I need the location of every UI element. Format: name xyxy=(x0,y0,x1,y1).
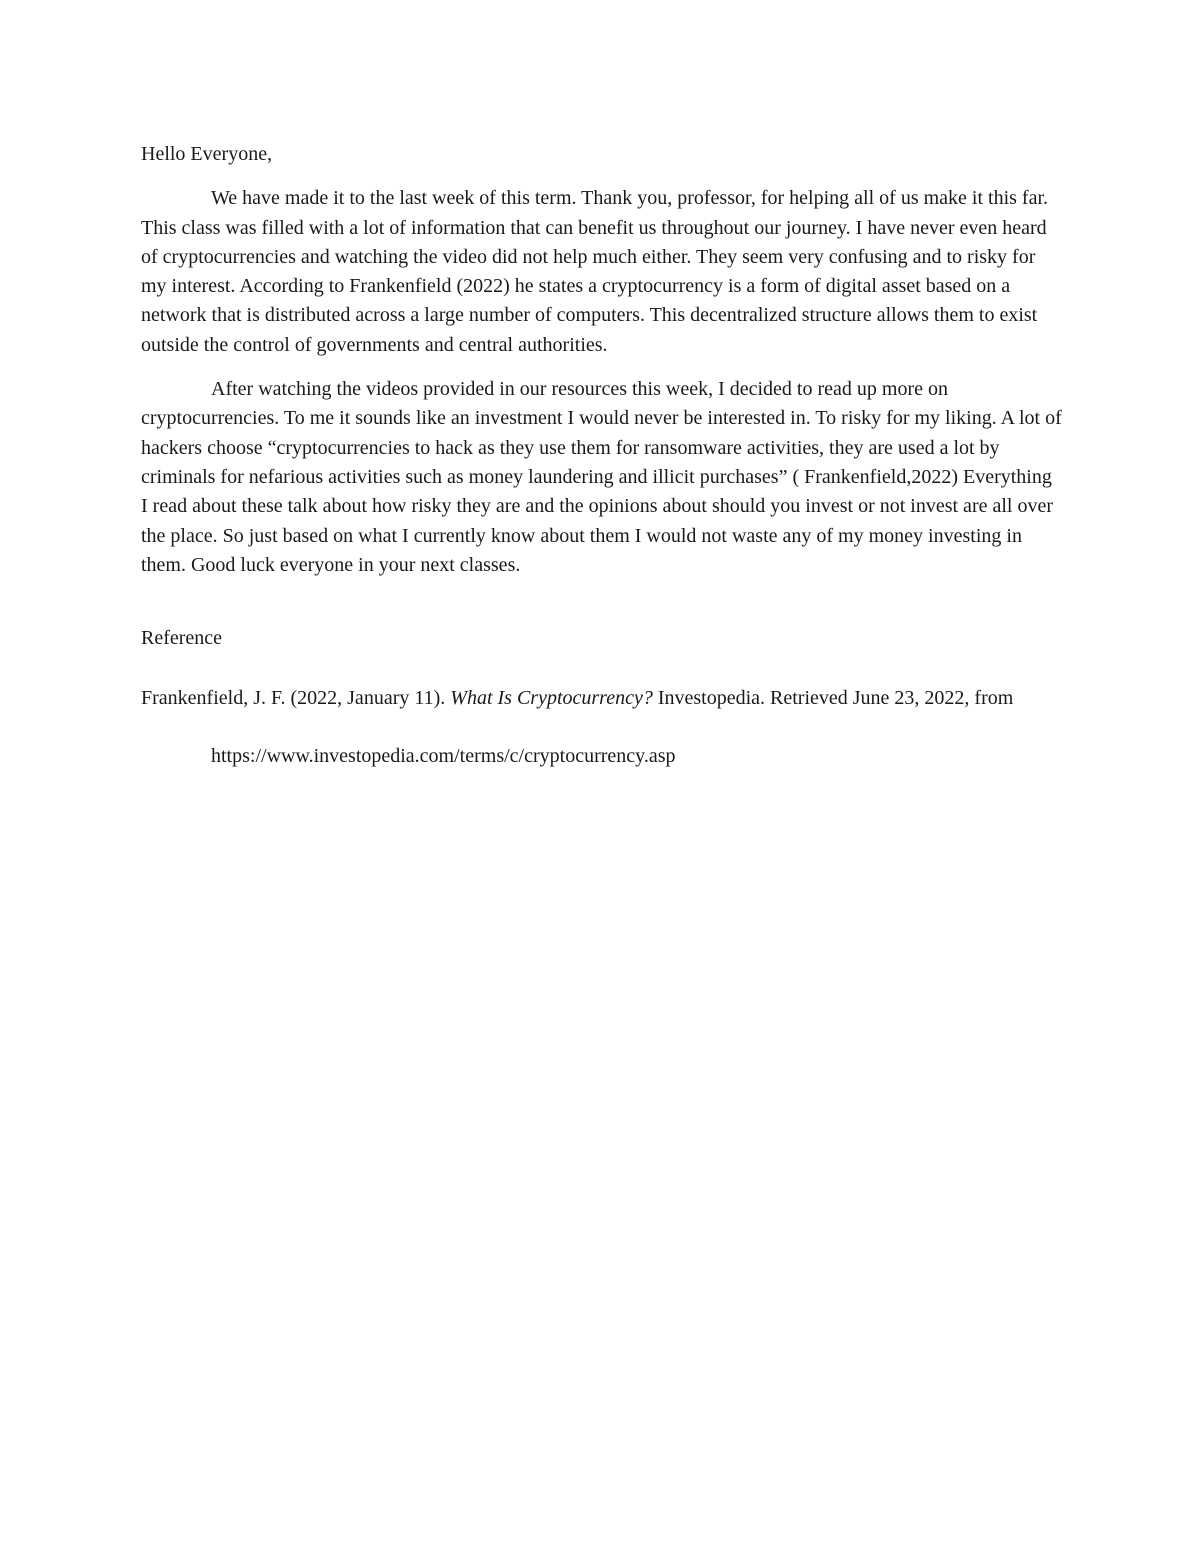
body-paragraph-1: We have made it to the last week of this term. Thank you, professor, for helping all of us make it this far. This class was filled with a lot of information that can benefit us throughout our journey. I have never even heard of cryptocurrencies and watching the video did not help much either. They seem very confusing and to risky for my interest. According to Frankenfield (2022) he states a cryptocurrency is a form of digital asset based on a network that is distributed across a large number of computers. This decentralized structure allows them to exist outside the control of governments and central authorities. xyxy=(141,187,1049,356)
reference-title: What Is Cryptocurrency? xyxy=(450,687,653,710)
reference-authors-date: Frankenfield, J. F. (2022, January 11). xyxy=(141,687,446,710)
body-paragraph-2: After watching the videos provided in our resources this week, I decided to read up more on cryptocurrencies. To me it sounds like an investment I would never be interested in. To risky for my liking. A lot of hackers choose “cryptocurrencies to hack as they use them for ransomware activities, they are used a lot by criminals for nefarious activities such as money laundering and illicit purchases” ( Frankenfield,2022) Everything I read about these talk about how risky they are and the opinions about should you invest or not invest are all over the place. So just based on what I currently know about them I would not waste any of my money investing in them. Good luck everyone in your next classes. xyxy=(141,378,1062,576)
document-body xyxy=(141,140,1063,785)
reference-entry xyxy=(141,669,1063,785)
reference-retrieval: Investopedia. Retrieved June 23, 2022, from https://www.investopedia.com/terms/c/cryptocurrency.asp xyxy=(211,687,1014,768)
reference-heading: Reference xyxy=(141,627,223,650)
greeting: Hello Everyone, xyxy=(141,143,273,165)
